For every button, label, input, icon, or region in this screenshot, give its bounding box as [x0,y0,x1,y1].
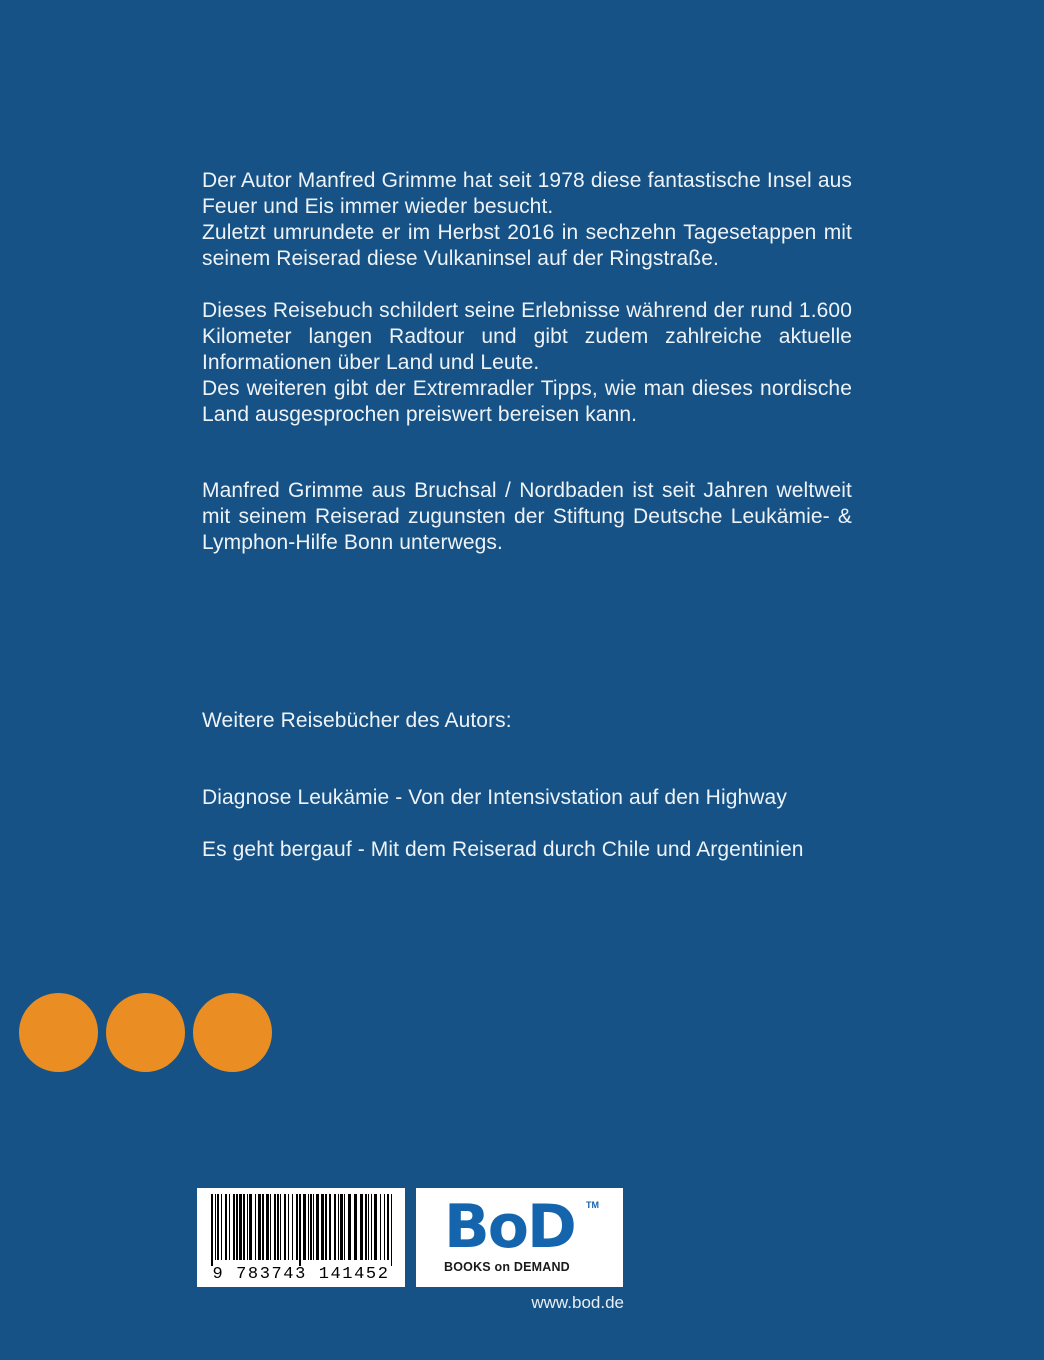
intro-paragraph-2 [202,298,852,428]
text-line: Manfred Grimme aus Bruchsal / Nordbaden ist seit Jahren weltweit [202,479,852,502]
publisher-tagline: BOOKS on DEMAND [444,1260,570,1274]
publisher-logo [416,1188,623,1287]
text-line: Zuletzt umrundete er im Herbst 2016 in sechzehn Tagesetappen mit [202,221,852,244]
text-line: Kilometer langen Radtour und gibt zudem zahlreiche aktuelle [202,325,852,348]
publisher-website: www.bod.de [531,1293,624,1312]
book-title-item: Es geht bergauf - Mit dem Reiserad durch Chile und Argentinien [202,838,804,861]
description-block [202,168,852,428]
text-line: mit seinem Reiserad zugunsten der Stiftung Deutsche Leukämie- & [202,505,852,528]
isbn-number: 9 783743 141452 [212,1265,390,1284]
text-line: Land ausgesprochen preiswert bereisen kann. [202,403,638,426]
barcode-bars-icon [197,1188,405,1268]
text-line: seinem Reiserad diese Vulkaninsel auf der Ringstraße. [202,247,719,270]
text-line: Feuer und Eis immer wieder besucht. [202,195,554,218]
text-line: Dieses Reisebuch schildert seine Erlebnisse während der rund 1.600 [202,299,852,322]
orange-dot [19,993,98,1072]
orange-dot [106,993,185,1072]
bod-logo-mark: BoD [444,1192,575,1262]
isbn-barcode [197,1188,405,1287]
intro-paragraph-1 [202,168,852,272]
text-line: Des weiteren gibt der Extremradler Tipps, wie man dieses nordische [202,377,852,400]
orange-dot [193,993,272,1072]
book-title-item: Diagnose Leukämie - Von der Intensivstation auf den Highway [202,786,787,809]
author-about-block [202,478,852,556]
more-books-heading: Weitere Reisebücher des Autors: [202,709,512,732]
text-line: Lymphon-Hilfe Bonn unterwegs. [202,531,503,554]
text-line: Der Autor Manfred Grimme hat seit 1978 diese fantastische Insel aus [202,169,852,192]
text-line: Informationen über Land und Leute. [202,351,540,374]
trademark-symbol: TM [586,1200,599,1210]
